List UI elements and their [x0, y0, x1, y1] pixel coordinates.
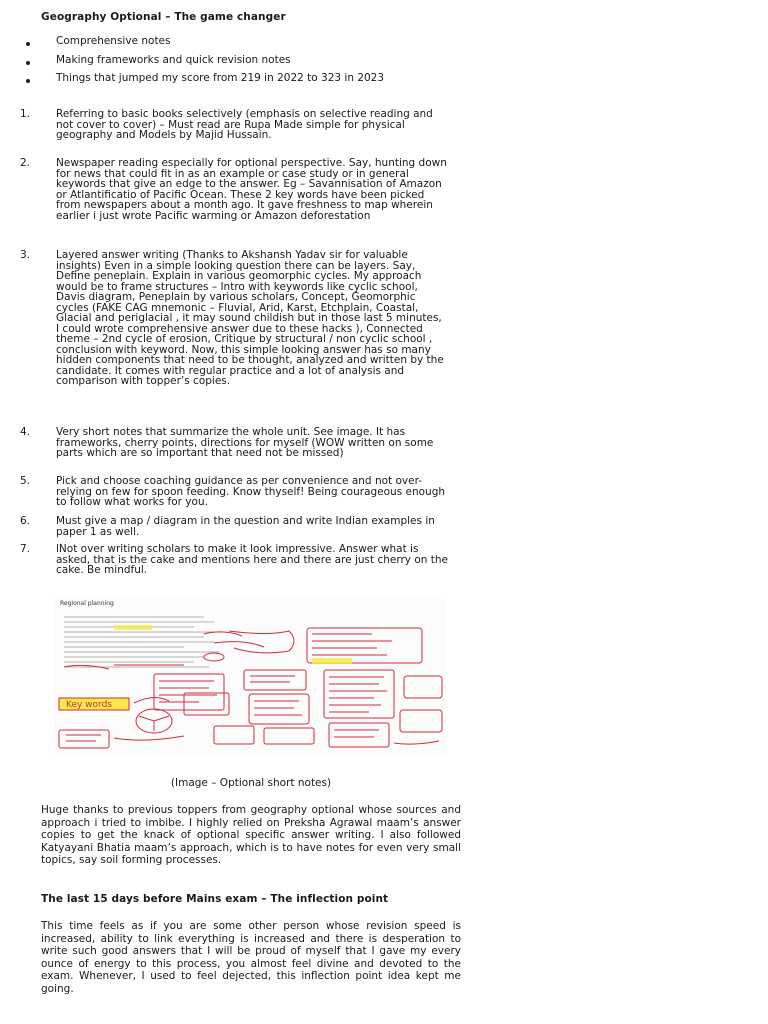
paragraph: Huge thanks to previous toppers from geography optional whose sources and approach i tried to imbibe. I highly relied on Preksha Agrawal maam’s answer copies to get the knack of optional specific answer writing. I also followed Katyayani Bhatia maam’s approach, which is to have notes for even very small topics, say soil forming processes.	[41, 804, 461, 866]
item-number: 7.	[20, 543, 31, 555]
item-text: Pick and choose coaching guidance as per convenience and not over-relying on few for spoon feeding. Know thyself! Being courageous enough to follow what works for you.	[56, 475, 446, 508]
item-number: 4.	[20, 426, 31, 438]
item-text: Newspaper reading especially for optional perspective. Say, hunting down for news that could fit in as an example or case study or in general keywords that give an edge to the answer. Eg – Savannisation of Amazon or Atlantificatio of Pacific Ocean. These 2 key words have been picked from newspapers about a month ago. It gave freshness to map wherein earlier i just wrote Pacific warming or Amazon deforestation	[56, 157, 447, 222]
item-number: 5.	[20, 475, 31, 487]
bullet-text: Making frameworks and quick revision notes	[56, 54, 291, 66]
item-number: 2.	[20, 157, 31, 169]
notes-image-drawing	[54, 598, 446, 755]
bullet-dot-icon	[26, 79, 30, 83]
item-text: Must give a map / diagram in the question and write Indian examples in paper 1 as well.	[56, 515, 435, 538]
item-text: Very short notes that summarize the whole unit. See image. It has frameworks, cherry points, directions for myself (WOW written on some parts which are so important that need not be missed)	[56, 426, 434, 459]
paragraph: This time feels as if you are some other person whose revision speed is increased, ability to link everything is increased and there is desperation to write such good answers that I will be proud of myself that I gave my every ounce of energy to this process, you almost feel divine and devoted to the exam. Whenever, I used to feel dejected, this inflection point idea kept me going.	[41, 920, 461, 995]
figure-title: Regional planning	[60, 600, 114, 607]
handwritten-notes-image	[54, 598, 446, 755]
bullet-text: Comprehensive notes	[56, 35, 171, 47]
bullet-text: Things that jumped my score from 219 in 2022 to 323 in 2023	[56, 72, 385, 84]
item-text: lNot over writing scholars to make it look impressive. Answer what is asked, that is the cake and mentions here and there are just cherry on the cake. Be mindful.	[56, 543, 448, 576]
item-number: 1.	[20, 108, 31, 120]
section-heading: The last 15 days before Mains exam – The inflection point	[41, 893, 389, 905]
item-number: 3.	[20, 249, 31, 261]
item-text: Referring to basic books selectively (emphasis on selective reading and not cover to cover) – Must read are Rupa Made simple for physical geography and Models by Majid Hussain.	[56, 108, 433, 141]
section-heading: Geography Optional – The game changer	[41, 11, 286, 23]
bullet-dot-icon	[26, 61, 30, 65]
bullet-dot-icon	[26, 42, 30, 46]
item-number: 6.	[20, 515, 31, 527]
sticky-note-label: Key words	[66, 700, 112, 710]
figure-caption: (Image – Optional short notes)	[170, 777, 332, 789]
item-text: Layered answer writing (Thanks to Akshansh Yadav sir for valuable insights) Even in a simple looking question there can be layers. Say, Define peneplain. Explain in various geomorphic cycles. My approach would be to frame structures – Intro with keywords like cyclic school, Davis diagram, Peneplain by various scholars, Concept, Geomorphic cycles (FAKE CAG mnemonic – Fluvial, Arid, Karst, Etchplain, Coastal, Glacial and periglacial , it may sound childish but in those last 5 minutes, I could wrote comprehensive answer due to these hacks ), Connected theme – 2nd cycle of erosion, Critique by structural / non cyclic school , conclusion with keyword. Now, this simple looking answer has so many hidden components that need to be thought, analyzed and written by the candidate. It comes with regular practice and a lot of analysis and comparison with topper’s copies.	[56, 249, 444, 387]
